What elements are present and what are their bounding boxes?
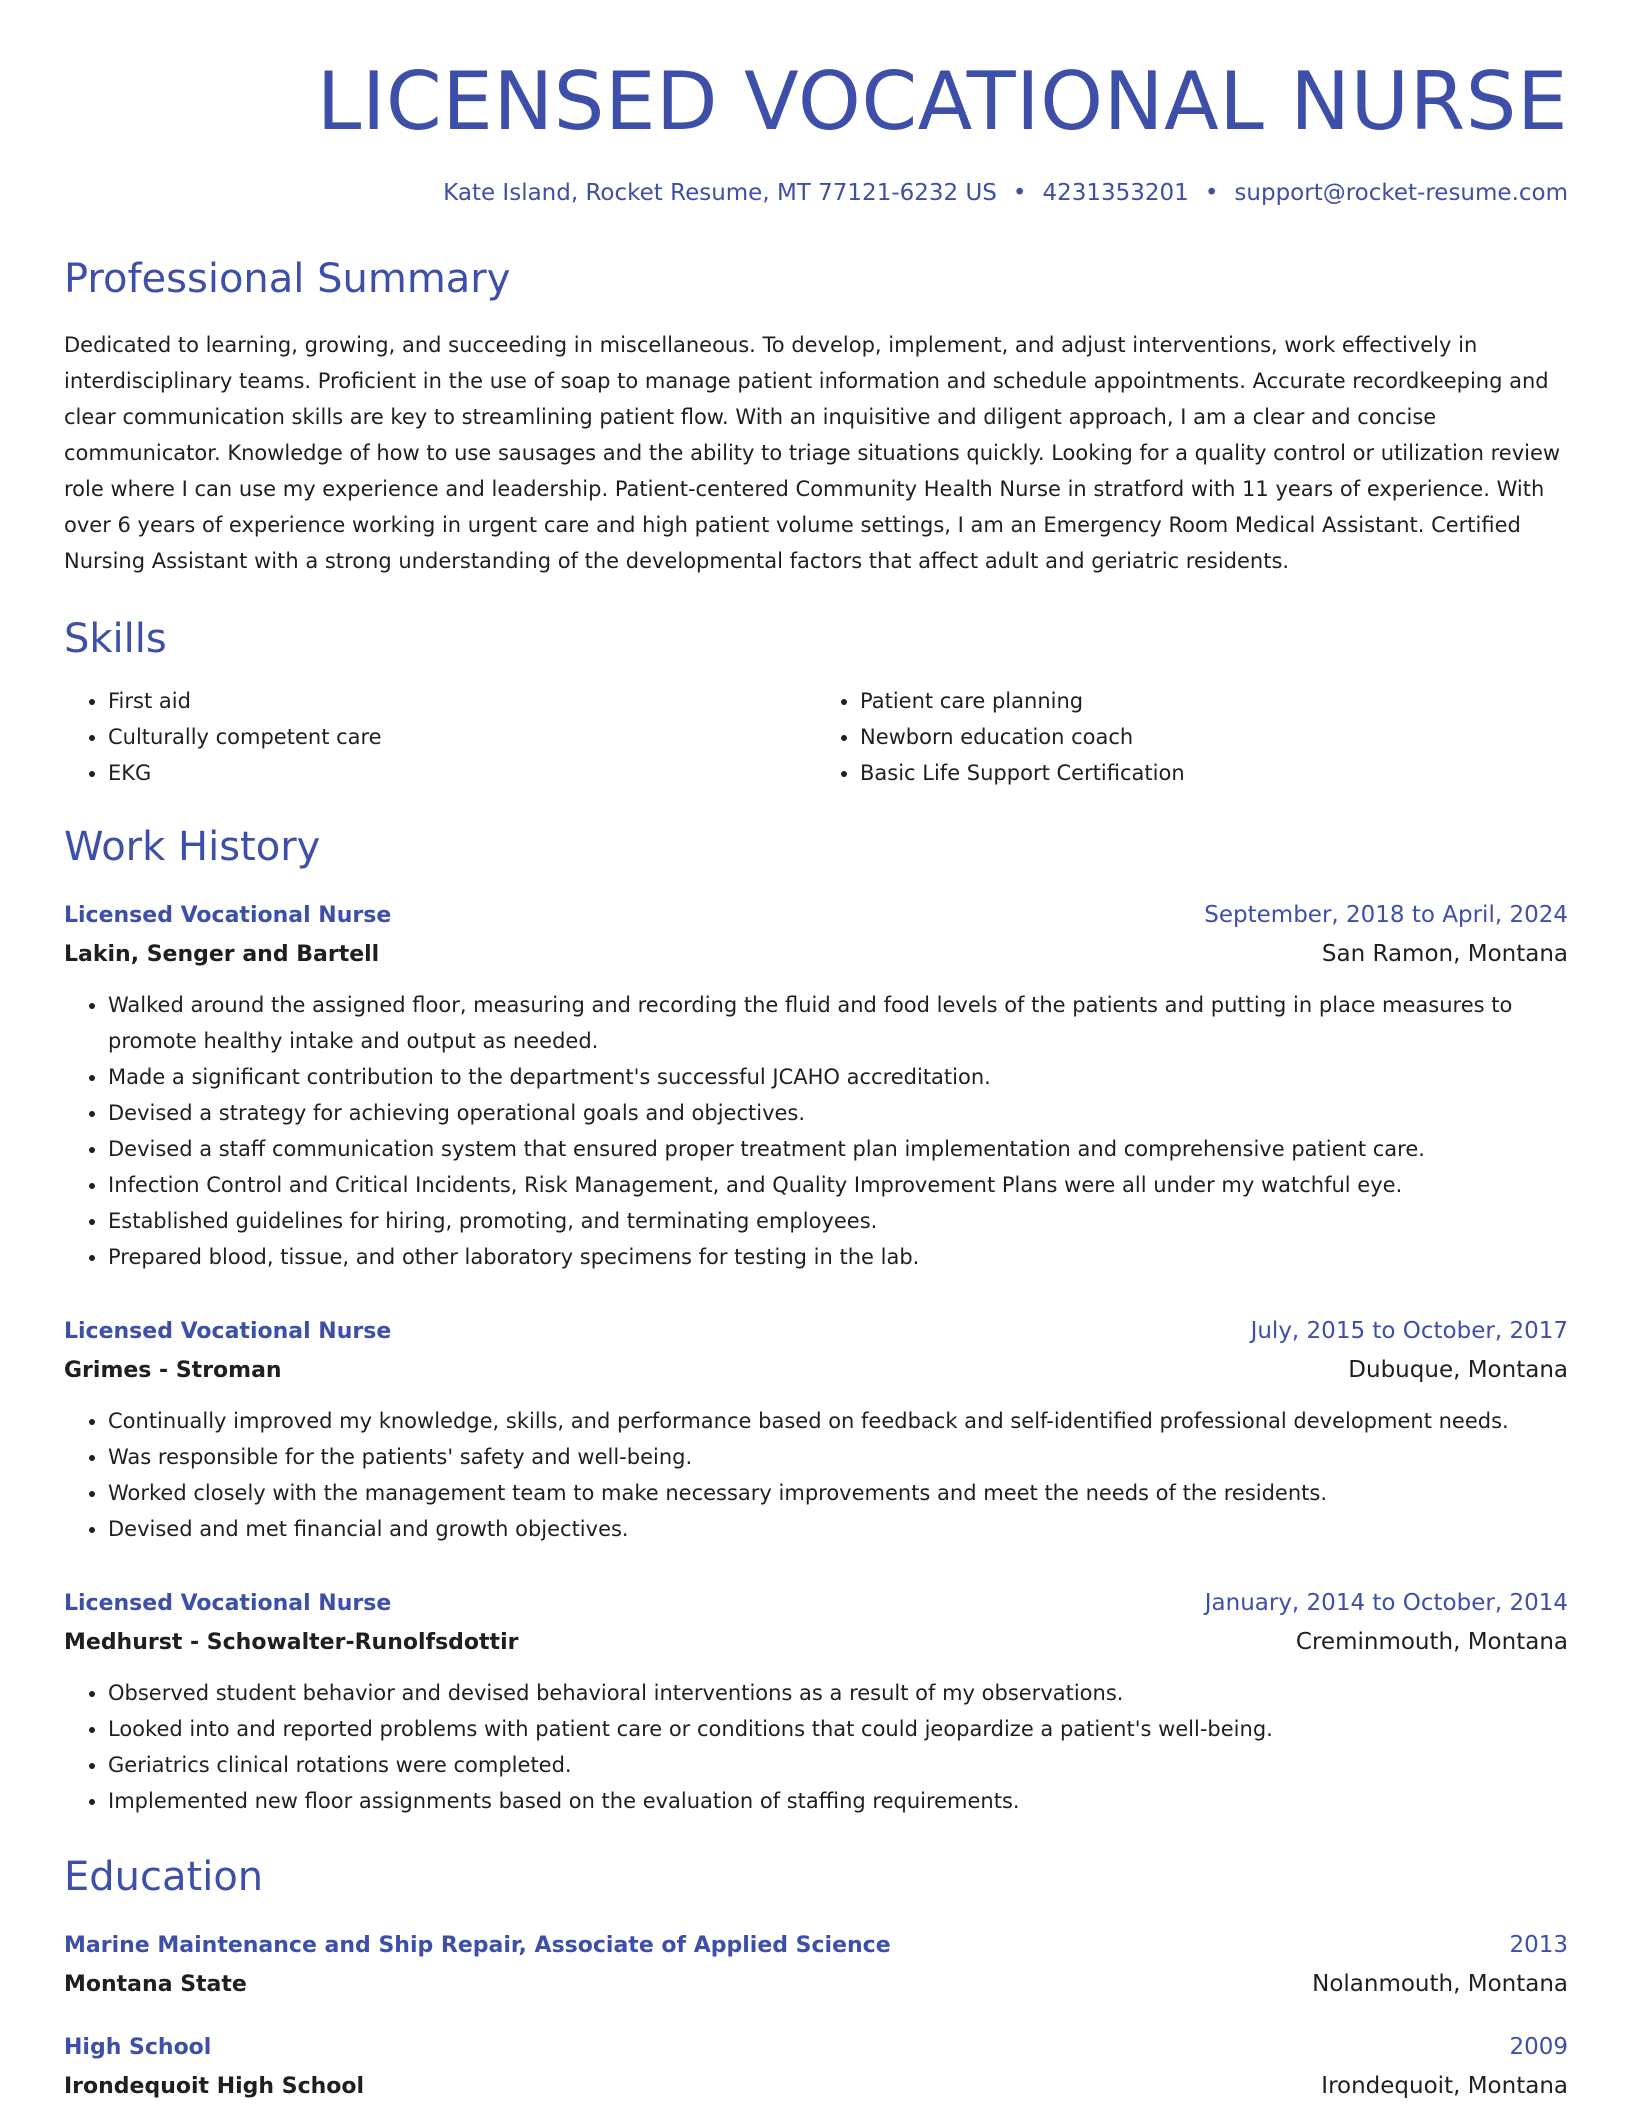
job-location: Dubuque, Montana [1348, 1357, 1568, 1383]
work-history-heading: Work History [64, 824, 321, 870]
job-title: Licensed Vocational Nurse [64, 903, 392, 928]
contact-separator: • [1012, 180, 1027, 206]
education-heading: Education [64, 1854, 264, 1900]
education-degree: Marine Maintenance and Ship Repair, Associate of Applied Science [64, 1933, 891, 1958]
job-company: Medhurst - Schowalter-Runolfsdottir [64, 1630, 519, 1655]
skills-heading: Skills [64, 616, 167, 662]
contact-phone: 4231353201 [1042, 180, 1189, 206]
contact-address: Kate Island, Rocket Resume, MT 77121-6232 US [443, 180, 997, 206]
job-dates: July, 2015 to October, 2017 [1250, 1318, 1568, 1344]
education-year: 2009 [1509, 2034, 1568, 2060]
education-location: Irondequoit, Montana [1321, 2073, 1568, 2099]
job-bullet: • Prepared blood, tissue, and other laboratory specimens for testing in the lab. [108, 1239, 1568, 1275]
contact-email[interactable]: support@rocket-resume.com [1234, 180, 1568, 206]
job-entry [64, 1313, 1568, 1547]
education-degree: High School [64, 2035, 212, 2060]
job-company: Grimes - Stroman [64, 1358, 282, 1383]
job-bullet: • Devised and met financial and growth objectives. [108, 1511, 1568, 1547]
job-bullet: • Was responsible for the patients' safety and well-being. [108, 1439, 1568, 1475]
skill-item: • Culturally competent care [108, 719, 816, 755]
job-bullet: • Observed student behavior and devised behavioral interventions as a result of my observations. [108, 1675, 1568, 1711]
job-title: Licensed Vocational Nurse [64, 1319, 392, 1344]
job-bullets [64, 1403, 1568, 1547]
job-bullet: • Implemented new floor assignments based on the evaluation of staffing requirements. [108, 1783, 1568, 1819]
resume-title: LICENSED VOCATIONAL NURSE [316, 55, 1568, 148]
job-bullet: • Looked into and reported problems with patient care or conditions that could jeopardize a patient's well-being. [108, 1711, 1568, 1747]
job-dates: September, 2018 to April, 2024 [1204, 902, 1568, 928]
contact-line [64, 182, 1568, 205]
skill-item: • Basic Life Support Certification [860, 755, 1568, 791]
education-school: Montana State [64, 1972, 247, 1997]
job-bullet: • Devised a strategy for achieving operational goals and objectives. [108, 1095, 1568, 1131]
job-bullets [64, 987, 1568, 1275]
contact-separator: • [1204, 180, 1219, 206]
education-year: 2013 [1509, 1932, 1568, 1958]
job-bullet: • Devised a staff communication system that ensured proper treatment plan implementation and comprehensive patient care. [108, 1131, 1568, 1167]
job-location: San Ramon, Montana [1321, 941, 1568, 967]
education-entry [64, 1927, 1568, 2005]
job-entry [64, 1585, 1568, 1819]
summary-text: Dedicated to learning, growing, and succeeding in miscellaneous. To develop, implement, and adjust interventions, work effectively in interdisciplinary teams. Proficient in the use of soap to manage patient information and schedule appointments. Accurate recordkeeping and clear communication skills are key to streamlining patient flow. With an inquisitive and diligent approach, I am a clear and concise communicator. Knowledge of how to use sausages and the ability to triage situations quickly. Looking for a quality control or utilization review role where I can use my experience and leadership. Patient-centered Community Health Nurse in stratford with 11 years of experience. With over 6 years of experience working in urgent care and high patient volume settings, I am an Emergency Room Medical Assistant. Certified Nursing Assistant with a strong understanding of the developmental factors that affect adult and geriatric residents. [64, 333, 1561, 573]
job-location: Creminmouth, Montana [1295, 1629, 1568, 1655]
skills-list-left [64, 683, 816, 791]
education-entry [64, 2029, 1568, 2107]
job-bullet: • Infection Control and Critical Incidents, Risk Management, and Quality Improvement Plans were all under my watchful eye. [108, 1167, 1568, 1203]
job-bullet: • Walked around the assigned floor, measuring and recording the fluid and food levels of the patients and putting in place measures to promote healthy intake and output as needed. [108, 987, 1568, 1059]
job-bullet: • Continually improved my knowledge, skills, and performance based on feedback and self-identified professional development needs. [108, 1403, 1568, 1439]
job-bullet: • Made a significant contribution to the department's successful JCAHO accreditation. [108, 1059, 1568, 1095]
education-location: Nolanmouth, Montana [1312, 1971, 1568, 1997]
job-dates: January, 2014 to October, 2014 [1204, 1590, 1568, 1616]
job-bullet: • Worked closely with the management team to make necessary improvements and meet the needs of the residents. [108, 1475, 1568, 1511]
job-bullets [64, 1675, 1568, 1819]
job-bullet: • Geriatrics clinical rotations were completed. [108, 1747, 1568, 1783]
skills-list-right [816, 683, 1568, 791]
skills-grid [64, 683, 1568, 791]
summary-heading: Professional Summary [64, 256, 511, 302]
education-school: Irondequoit High School [64, 2074, 365, 2099]
job-entry [64, 897, 1568, 1275]
skill-item: • EKG [108, 755, 816, 791]
job-title: Licensed Vocational Nurse [64, 1591, 392, 1616]
job-company: Lakin, Senger and Bartell [64, 942, 380, 967]
skill-item: • Patient care planning [860, 683, 1568, 719]
skill-item: • Newborn education coach [860, 719, 1568, 755]
skill-item: • First aid [108, 683, 816, 719]
job-bullet: • Established guidelines for hiring, promoting, and terminating employees. [108, 1203, 1568, 1239]
